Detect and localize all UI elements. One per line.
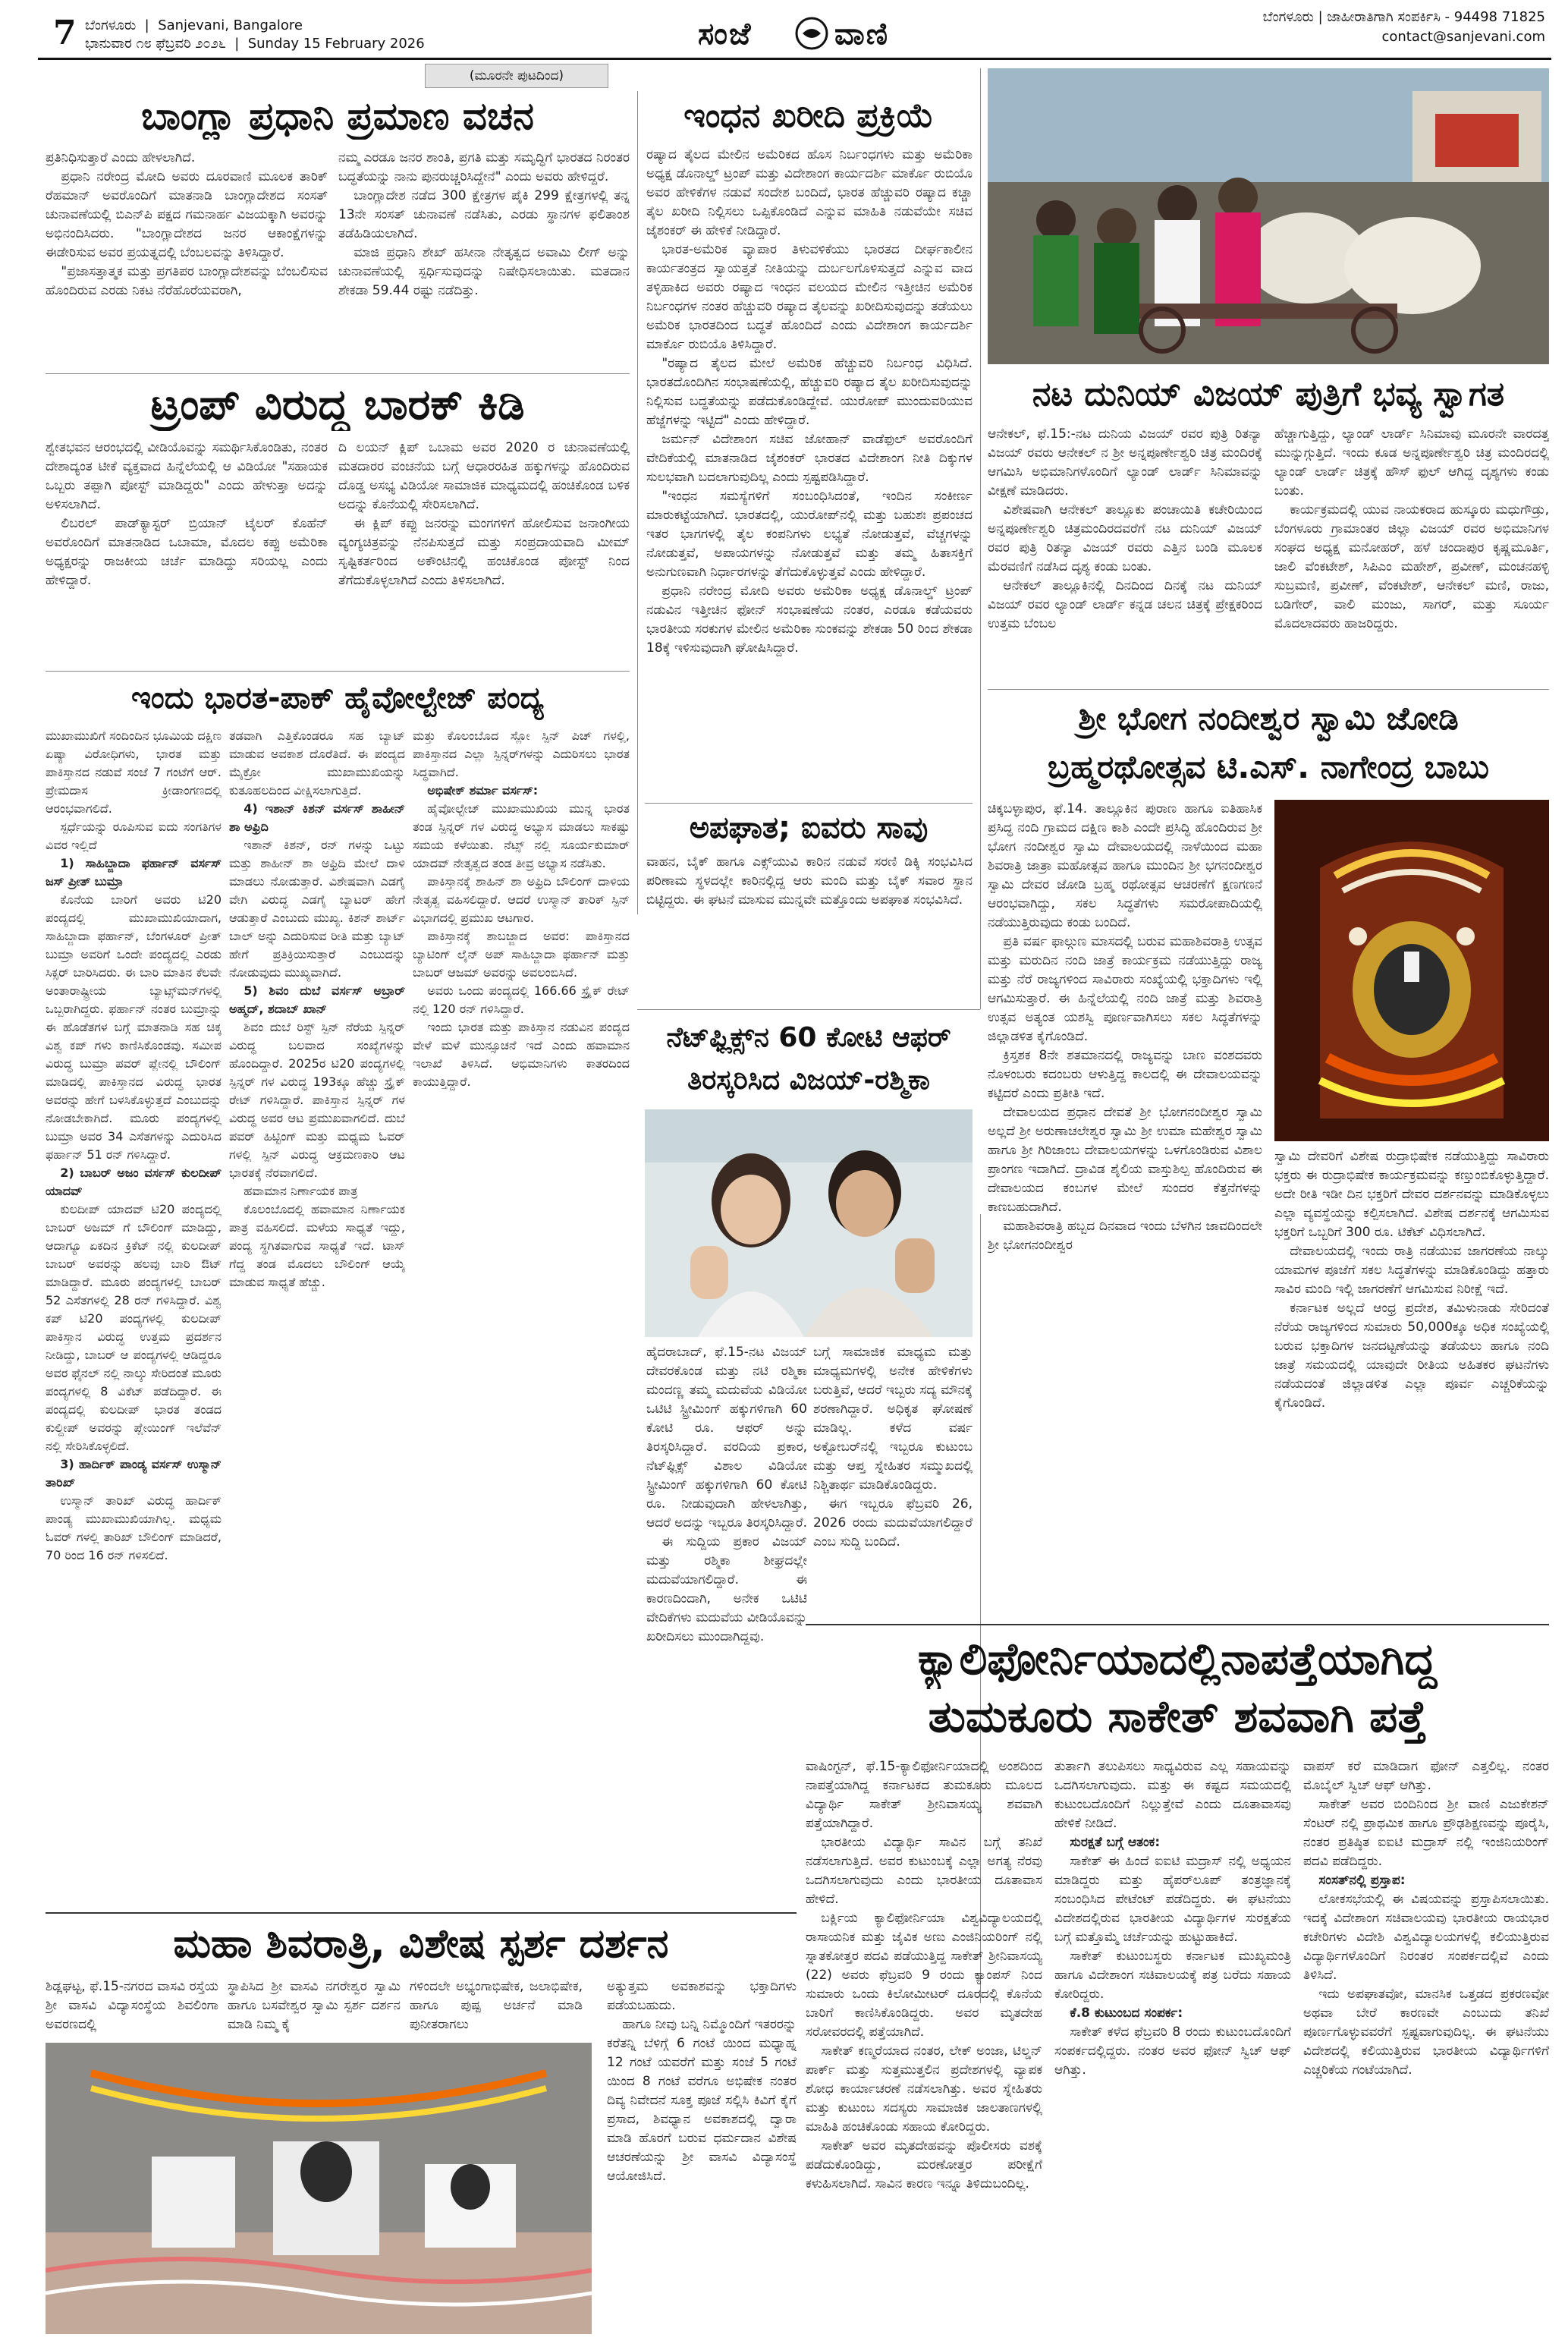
header-city: ಬೆಂಗಳೂರು bbox=[85, 17, 137, 33]
paragraph: ಮಹಾಶಿವರಾತ್ರಿ ಹಬ್ಬದ ದಿನವಾದ ಇಂದು ಬೆಳಗಿನ ಜಾವದಿಂದಲೇ ಶ್ರೀ ಭೋಗನಂದೀಶ್ವರ bbox=[988, 1219, 1262, 1253]
header-right bbox=[1263, 8, 1545, 47]
shivaratri-col4 bbox=[607, 1977, 797, 2334]
paragraph: ಬಾಂಗ್ಲಾದೇಶ ನಡೆದ 300 ಕ್ಷೇತ್ರಗಳ ಪೈಕಿ 299 ಕ್ಷೇತ್ರಗಳಲ್ಲಿ ತನ್ನ 13ನೇ ಸಂಸತ್ ಚುನಾವಣೆ ನಡೆಸಿತು, ಎರಡು ಸ್ಥಾನಗಳ ಫಲಿತಾಂಶ ತಡೆಹಿಡಿಯಲಾಗಿದೆ. bbox=[338, 188, 630, 241]
trump-col2 bbox=[338, 439, 630, 666]
paragraph: "ಪ್ರಜಾಸತ್ತಾತ್ಮಕ ಮತ್ತು ಪ್ರಗತಿಪರ ಬಾಂಗ್ಲಾದೇಶವನ್ನು ಬೆಂಬಲಿಸುವ ಹೊಂದಿರುವ ಎರಡು ನಿಕಟ ನೆರೆಹೊರೆಯವರಾಗಿ, bbox=[46, 264, 328, 298]
paragraph: ತುರ್ತಾಗಿ ತಲುಪಿಸಲು ಸಾಧ್ಯವಿರುವ ಎಲ್ಲ ಸಹಾಯವನ್ನು ಒದಗಿಸಲಾಗುವುದು. ಮತ್ತು ಈ ಕಷ್ಟದ ಸಮಯದಲ್ಲಿ ಕುಟುಂಬದೊಂದಿಗೆ ನಿಲ್ಲುತ್ತೇವೆ ಎಂದು ದೂತಾವಾಸವು ಹೇಳಿಕೆ ನೀಡಿದೆ. bbox=[1054, 1759, 1291, 1831]
paragraph: ಸಾಕೇತ್ ಈ ಹಿಂದೆ ಐಐಟಿ ಮದ್ರಾಸ್ ನಲ್ಲಿ ಅಧ್ಯಯನ ಮಾಡಿದ್ದರು ಮತ್ತು ಹೈಪರ್‌ಲೂಪ್ ತಂತ್ರಜ್ಞಾನಕ್ಕೆ ಸಂಬಂಧಿಸಿದ ಪೇಟೆಂಟ್ ಪಡೆದಿದ್ದರು. ಈ ಘಟನೆಯು ವಿದೇಶದಲ್ಲಿರುವ ಭಾರತೀಯ ವಿದ್ಯಾರ್ಥಿಗಳ ಸುರಕ್ಷತೆಯ ಬಗ್ಗೆ ಮತ್ತೊಮ್ಮೆ ಚರ್ಚೆಯನ್ನು ಹುಟ್ಟುಹಾಕಿದೆ. bbox=[1054, 1854, 1291, 1945]
paragraph: ಈಗ ಇಬ್ಬರೂ ಫೆಬ್ರವರಿ 26, 2026 ರಂದು ಮದುವೆಯಾಗಲಿದ್ದಾರೆ ಎಂಬ ಸುದ್ದಿ ಬಂದಿದೆ. bbox=[813, 1496, 973, 1549]
indopak-col2 bbox=[229, 727, 405, 1903]
svg-text:ಸಂಜೆ: ಸಂಜೆ bbox=[698, 17, 753, 52]
paragraph: ದೇವಾಲಯದ ಪ್ರಧಾನ ದೇವತೆ ಶ್ರೀ ಭೋಗನಂದೀಶ್ವರ ಸ್ವಾಮಿ ಅಲ್ಲದೆ ಶ್ರೀ ಅರುಣಾಚಲೇಶ್ವರ ಸ್ವಾಮಿ ಶ್ರೀ ಉಮಾ ಮಹೇಶ್ವರ ಸ್ವಾಮಿ ಹಾಗೂ ಶ್ರೀ ಗಿರಿಜಾಂಬ ದೇವಾಲಯಗಳನ್ನು ಒಳಗೊಂಡಿರುವ ವಿಶಾಲ ಪ್ರಾಂಗಣ ಇದಾಗಿದೆ. ದ್ರಾವಿಡ ಶೈಲಿಯ ವಾಸ್ತುಶಿಲ್ಪ ಹೊಂದಿರುವ ಈ ದೇವಾಲಯದ ಕಂಬಗಳ ಮೇಲೆ ಸುಂದರ ಕೆತ್ತನೆಗಳನ್ನು ಕಾಣಬಹುದಾಗಿದೆ. bbox=[988, 1105, 1262, 1215]
article-rule bbox=[988, 689, 1549, 690]
nandi-headline-line2: ಬ್ರಹ್ಮರಥೋತ್ಸವ ಟಿ.ಎಸ್. ನಾಗೇಂದ್ರ ಬಾಬು bbox=[1048, 748, 1489, 785]
paragraph: ವಾಷಿಂಗ್ಟನ್, ಫೆ.15-ಕ್ಯಾಲಿಫೋರ್ನಿಯಾದಲ್ಲಿ ಅಂಶದಿಂದ ನಾಪತ್ತೆಯಾಗಿದ್ದ ಕರ್ನಾಟಕದ ತುಮಕೂರು ಮೂಲದ ವಿದ್ಯಾರ್ಥಿ ಸಾಕೇತ್ ಶ್ರೀನಿವಾಸಯ್ಯ ಶವವಾಗಿ ಪತ್ತೆಯಾಗಿದ್ದಾರೆ. bbox=[806, 1759, 1042, 1831]
indopak-col1 bbox=[46, 727, 222, 1903]
paragraph: ಪ್ರತಿನಿಧಿಸುತ್ತಾರೆ ಎಂದು ಹೇಳಲಾಗಿದೆ. bbox=[46, 150, 196, 165]
paragraph: ತಡವಾಗಿ ಎತ್ತಿಕೊಂಡರೂ ಸಹ ಬ್ಯಾಟ್ ಮಾಡುವ ಅವಕಾಶ ದೊರೆತಿದೆ. ಈ ಪಂದ್ಯದ ಮೈಕ್ರೋ ಮುಖಾಮುಖಿಯನ್ನು ಕುತೂಹಲದಿಂದ ವೀಕ್ಷಿಸಲಾಗುತ್ತಿದೆ. bbox=[229, 728, 405, 798]
paragraph: ಶ್ವೇತಭವನ ಆರಂಭದಲ್ಲಿ ವೀಡಿಯೊವನ್ನು ಸಮರ್ಥಿಸಿಕೊಂಡಿತು, ನಂತರ ದೇಶಾದ್ಯಂತ ಟೀಕೆ ವ್ಯಕ್ತವಾದ ಹಿನ್ನೆಲೆಯಲ್ಲಿ ಆ ವಿಡಿಯೋ "ಸಹಾಯಕ ಒಬ್ಬರು ತಪ್ಪಾಗಿ ಪೋಸ್ಟ್ ಮಾಡಿದ್ದರು" ಎಂದು ಹೇಳುತ್ತಾ ಅದನ್ನು ಅಳಿಸಲಾಗಿದೆ. bbox=[46, 440, 328, 512]
paragraph: ಸಾಕೇತ್ ಕಳೆದ ಫೆಬ್ರವರಿ 8 ರಂದು ಕುಟುಂಬದೊಂದಿಗೆ ಸಂಪರ್ಕದಲ್ಲಿದ್ದರು. ನಂತರ ಅವರ ಫೋನ್ ಸ್ವಿಚ್ ಆಫ್ ಆಗಿತ್ತು. bbox=[1054, 2025, 1291, 2078]
actor-headline: ನಟ ದುನಿಯ್ ವಿಜಯ್ ಪುತ್ರಿಗೆ ಭವ್ಯ ಸ್ವಾಗತ bbox=[1032, 375, 1505, 414]
bangla-col2 bbox=[338, 149, 630, 369]
couple-photo bbox=[645, 1109, 973, 1337]
paragraph: ದೇವಾಲಯದಲ್ಲಿ ಇಂದು ರಾತ್ರಿ ನಡೆಯುವ ಜಾಗರಣೆಯ ನಾಲ್ಕು ಯಾಮಗಳ ಪೂಜೆಗೆ ಸಕಲ ಸಿದ್ಧತೆಗಳನ್ನು ಮಾಡಿಕೊಂಡಿದ್ದು ಹತ್ತಾರು ಸಾವಿರ ಮಂದಿ ಇಲ್ಲಿ ಜಾಗರಣೆಗೆ ಆಗಮಿಸುವ ನಿರೀಕ್ಷೆ ಇದೆ. bbox=[1274, 1244, 1549, 1297]
column-rule bbox=[637, 91, 638, 914]
paragraph: ಸಾಕೇತ್ ಅವರ ಬಿಂದಿನಿಂದ ಶ್ರೀ ವಾಣಿ ಎಜುಕೇಶನ್ ಸೆಂಟರ್ ನಲ್ಲಿ ಪ್ರಾಥಮಿಕ ಹಾಗೂ ಪ್ರೌಢಶಿಕ್ಷಣವನ್ನು ಪೂರೈಸಿ, ನಂತರ ಪ್ರತಿಷ್ಠಿತ ಐಐಟಿ ಮದ್ರಾಸ್ ನಲ್ಲಿ ಇಂಜಿನಿಯರಿಂಗ್ ಪದವಿ ಪಡೆದಿದ್ದರು. bbox=[1303, 1797, 1549, 1869]
paragraph: ಕೊಲಂಬೊದಲ್ಲಿ ಹವಾಮಾನ ನಿರ್ಣಾಯಕ ಪಾತ್ರ ವಹಿಸಲಿದೆ. ಮಳೆಯ ಸಾಧ್ಯತೆ ಇದ್ದು, ಪಂದ್ಯ ಸ್ಥಗಿತವಾಗುವ ಸಾಧ್ಯತೆ ಇದೆ. ಟಾಸ್ ಗೆದ್ದ ತಂಡ ಮೊದಲು ಬೌಲಿಂಗ್ ಆಯ್ಕೆ ಮಾಡುವ ಸಾಧ್ಯತೆ ಹೆಚ್ಚು. bbox=[229, 1202, 405, 1289]
paragraph: ದಿ ಲಯನ್ ಕ್ಲಿಪ್ ಒಬಾಮ ಅವರ 2020 ರ ಚುನಾವಣೆಯಲ್ಲಿ ಮತದಾರರ ವಂಚನೆಯ ಬಗ್ಗೆ ಆಧಾರರಹಿತ ಹಕ್ಕುಗಳನ್ನು ಹೊಂದಿರುವ ದೊಡ್ಡ ಅಸಭ್ಯ ವಿಡಿಯೋ ಸಾಮಾಜಿಕ ಮಾಧ್ಯಮದಲ್ಲಿ ಹಂಚಿಕೊಂಡ ಬಳಿಕ ಅದನ್ನು ಕೊನೆಯಲ್ಲಿ ಸೇರಿಸಲಾಗಿದೆ. bbox=[338, 440, 630, 512]
actor-col2 bbox=[1274, 425, 1549, 653]
svg-text:ವಾಣಿ: ವಾಣಿ bbox=[834, 17, 890, 52]
paragraph: ವಾಪಸ್ ಕರೆ ಮಾಡಿದಾಗ ಫೋನ್ ಎತ್ತಲಿಲ್ಲ. ನಂತರ ಮೊಬೈಲ್ ಸ್ವಿಚ್ ಆಫ್ ಆಗಿತ್ತು. bbox=[1303, 1759, 1549, 1793]
deity-photo bbox=[1274, 800, 1549, 1141]
procession-photo-art bbox=[988, 68, 1549, 364]
netflix-headline-line1: ನೆಟ್‌ಫ್ಲಿಕ್ಸ್‌ನ 60 ಕೋಟಿ ಆಫರ್ bbox=[666, 1022, 951, 1053]
article-rule bbox=[46, 671, 630, 672]
paragraph: ವಿಶೇಷವಾಗಿ ಆನೇಕಲ್ ತಾಲ್ಲೂಕು ಪಂಚಾಯಿತಿ ಕಚೇರಿಯಿಂದ ಅನ್ನಪೂರ್ಣೇಶ್ವರಿ ಚಿತ್ರಮಂದಿರದವರೆಗೆ ನಟ ದುನಿಯ್ ವಿಜಯ್ ರವರ ಪುತ್ರಿ ರಿತನ್ಯಾ ವಿಜಯ್ ರವರು ಎತ್ತಿನ ಬಂಡಿ ಮೂಲಕ ಮೆರವಣಿಗೆ ನಡೆಸಿದ ದೃಶ್ಯ ಕಂಡು ಬಂತು. bbox=[988, 502, 1262, 574]
paragraph: ಮಾಜಿ ಪ್ರಧಾನಿ ಶೇಖ್ ಹಸೀನಾ ನೇತೃತ್ವದ ಅವಾಮಿ ಲೀಗ್ ಅನ್ನು ಚುನಾವಣೆಯಲ್ಲಿ ಸ್ಪರ್ಧಿಸುವುದನ್ನು ನಿಷೇಧಿಸಲಾಯಿತು. ಮತದಾನ ಶೇಕಡಾ 59.44 ರಷ್ಟು ನಡೆದಿತ್ತು. bbox=[338, 245, 630, 298]
shivaratri-col2: ಸ್ಥಾಪಿಸಿದ ಶ್ರೀ ವಾಸವಿ ನಗರೇಶ್ವರ ಸ್ವಾಮಿ ಹಾಗೂ ಬಸವೇಶ್ವರ ಸ್ವಾಮಿ ಸ್ಪರ್ಶ ದರ್ಶನ ಮಾಡಿ ನಿಮ್ಮ ಕೈ bbox=[228, 1979, 401, 2032]
paragraph: ಈ ಕ್ಲಿಪ್ ಕಪ್ಪು ಜನರನ್ನು ಮಂಗಗಳಿಗೆ ಹೋಲಿಸುವ ಜನಾಂಗೀಯ ವ್ಯಂಗ್ಯಚಿತ್ರವನ್ನು ನೆನಪಿಸುತ್ತದೆ ಮತ್ತು ಸಂಪ್ರದಾಯವಾದಿ ಮೀಮ್ ಸೃಷ್ಟಿಕರ್ತರಿಂದ ಅಕೌಂಟಿನಲ್ಲಿ ಹಂಚಿಕೊಂಡ ಪೋಸ್ಟ್ ನಿಂದ ತೆಗೆದುಕೊಳ್ಳಲಾಗಿದೆ ಎಂದು ತಿಳಿಸಲಾಗಿದೆ. bbox=[338, 516, 630, 588]
bangla-col1 bbox=[46, 149, 328, 369]
california-col2 bbox=[1054, 1757, 1291, 2334]
paragraph: "ಇಂಧನ ಸಮಸ್ಯೆಗಳಿಗೆ ಸಂಬಂಧಿಸಿದಂತೆ, ಇಂದಿನ ಸಂಕೀರ್ಣ ಮಾರುಕಟ್ಟೆಯಾಗಿದೆ. ಭಾರತದಲ್ಲಿ, ಯುರೋಪ್‌ನಲ್ಲಿ ಮತ್ತು ಬಹುಶಃ ಪ್ರಪಂಚದ ಇತರ ಭಾಗಗಳಲ್ಲಿ ತೈಲ ಕಂಪನಿಗಳು ಲಭ್ಯತೆ ನೋಡುತ್ತವೆ, ವೆಚ್ಚಗಳನ್ನು ನೋಡುತ್ತವೆ, ಅಪಾಯಗಳನ್ನು ನೋಡುತ್ತವೆ ಮತ್ತು ತಮ್ಮ ಹಿತಾಸಕ್ತಿಗೆ ಅನುಗುಣವಾಗಿ ನಿರ್ಧಾರಗಳನ್ನು ತೆಗೆದುಕೊಳ್ಳುತ್ತವೆ ಎಂದು ಹೇಳಿದ್ದಾರೆ. bbox=[646, 489, 973, 580]
continued-label: (ಮೂರನೇ ಪುಟದಿಂದ) bbox=[425, 64, 608, 88]
paragraph: ಆನೇಕಲ್ ತಾಲ್ಲೂಕಿನಲ್ಲಿ ದಿನದಿಂದ ದಿನಕ್ಕೆ ನಟ ದುನಿಯ್ ವಿಜಯ್ ರವರ ಲ್ಯಾಂಡ್ ಲಾರ್ಡ್ ಕನ್ನಡ ಚಲನ ಚಿತ್ರಕ್ಕೆ ಪ್ರೇಕ್ಷಕರಿಂದ ಉತ್ತಮ ಬೆಂಬಲ bbox=[988, 578, 1262, 631]
accident-headline: ಅಪಘಾತ; ಐವರು ಸಾವು bbox=[689, 810, 929, 845]
paragraph: ಪ್ರತಿ ವರ್ಷ ಫಾಲ್ಗುಣ ಮಾಸದಲ್ಲಿ ಬರುವ ಮಹಾಶಿವರಾತ್ರಿ ಉತ್ಸವ ಮತ್ತು ಮರುದಿನ ನಂದಿ ಜಾತ್ರೆ ಕಾರ್ಯಕ್ರಮ ನಡೆಯುತ್ತಿದ್ದು ರಾಜ್ಯ ಮತ್ತು ನೆರೆ ರಾಜ್ಯಗಳಿಂದ ಸಾವಿರಾರು ಸಂಖ್ಯೆಯಲ್ಲಿ ಭಕ್ತಾದಿಗಳು ಇಲ್ಲಿ ಆಗಮಿಸುತ್ತಾರೆ. ಈ ಹಿನ್ನೆಲೆಯಲ್ಲಿ ನಂದಿ ಜಾತ್ರೆ ಮತ್ತು ಶಿವರಾತ್ರಿ ಉತ್ಸವ ಅತ್ಯಂತ ಯಶಸ್ವಿ ಪೂರ್ಣವಾಗಿಸಲು ಸಕಲ ಸಿದ್ಧತೆಗಳನ್ನು ಜಿಲ್ಲಾಡಳಿತ ಕೈಗೊಂಡಿದೆ. bbox=[988, 934, 1262, 1044]
paragraph: ಪ್ರಧಾನಿ ನರೇಂದ್ರ ಮೋದಿ ಅವರು ದೂರವಾಣಿ ಮೂಲಕ ತಾರಿಕ್ ರೆಹಮಾನ್ ಅವರೊಂದಿಗೆ ಮಾತನಾಡಿ ಬಾಂಗ್ಲಾದೇಶದ ಸಂಸತ್ ಚುನಾವಣೆಯಲ್ಲಿ ಬಿಎನ್‌ಪಿ ಪಕ್ಷದ ಗಮನಾರ್ಹ ವಿಜಯಕ್ಕಾಗಿ ಅವರನ್ನು ಅಭಿನಂದಿಸಿದರು. "ಬಾಂಗ್ಲಾದೇಶದ ಜನರ ಆಕಾಂಕ್ಷೆಗಳನ್ನು ಈಡೇರಿಸುವ ಅವರ ಪ್ರಯತ್ನದಲ್ಲಿ ಬೆಂಬಲವನ್ನು ತಿಳಿಸಿದ್ದಾರೆ. bbox=[46, 169, 328, 260]
paragraph: ಹೈವೋಲ್ಟೇಜ್ ಮುಖಾಮುಖಿಯ ಮುನ್ನ ಭಾರತ ತಂಡ ಸ್ಪಿನ್ನರ್ ಗಳ ವಿರುದ್ಧ ಅಭ್ಯಾಸ ಮಾಡಲು ಸಾಕಷ್ಟು ಸಮಯ ಕಳೆಯಿತು. ನೆಟ್ಸ್ ನಲ್ಲಿ ಸೂರ್ಯಕುಮಾರ್ ಯಾದವ್ ನೇತೃತ್ವದ ತಂಡ ತೀವ್ರ ಅಭ್ಯಾಸ ನಡೆಸಿತು. bbox=[413, 801, 630, 870]
paragraph: ಕಾರ್ಯಕ್ರಮದಲ್ಲಿ ಯುವ ನಾಯಕರಾದ ಹುಸ್ಕೂರು ಮಧುಗೌಡ್ರು, ಬೆಂಗಳೂರು ಗ್ರಾಮಾಂತರ ಜಿಲ್ಲಾ ವಿಜಯ್ ರವರ ಅಭಿಮಾನಿಗಳ ಸಂಘದ ಅಧ್ಯಕ್ಷ ಮನೋಹರ್, ಹಳೆ ಚಂದಾಪುರ ಕೃಷ್ಣಮೂರ್ತಿ, ಜಾಲಿ ವೆಂಕಟೇಶ್, ಸಿಪಿಎಂ ಮಹೇಶ್, ಪ್ರವೀಣ್, ಮಂಚನಹಳ್ಳಿ ಸುಬ್ರಮಣಿ, ಪ್ರವೀಣ್, ವೆಂಕಟೇಶ್, ಆನೇಕಲ್ ಮಣಿ, ರಾಜು, ಬಡಿಗೇರ್, ವಾಲಿ ಮಂಜು, ಸಾಗರ್, ಮತ್ತು ಸೂರ್ಯ ಮೊದಲಾದವರು ಹಾಜರಿದ್ದರು. bbox=[1274, 502, 1549, 631]
paragraph: ಇಂದು ಭಾರತ ಮತ್ತು ಪಾಕಿಸ್ತಾನ ನಡುವಿನ ಪಂದ್ಯದ ವೇಳೆ ಮಳೆ ಮುನ್ಸೂಚನೆ ಇದೆ ಎಂದು ಹವಾಮಾನ ಇಲಾಖೆ ತಿಳಿಸಿದೆ. ಅಭಿಮಾನಿಗಳು ಕಾತರದಿಂದ ಕಾಯುತ್ತಿದ್ದಾರೆ. bbox=[413, 1020, 630, 1089]
paragraph: ಕ್ರಿಸ್ತಶಕ 8ನೇ ಶತಮಾನದಲ್ಲಿ ರಾಜ್ಯವನ್ನು ಬಾಣ ವಂಶದವರು ನೊಳಂಬರು ಕದಂಬರು ಆಳುತ್ತಿದ್ದ ಕಾಲದಲ್ಲಿ ಈ ದೇವಾಲಯವನ್ನು ಕಟ್ಟಿದರೆ ಎಂದು ಪ್ರತೀತಿ ಇದೆ. bbox=[988, 1048, 1262, 1101]
paragraph: ಪಾಕಿಸ್ತಾನಕ್ಕೆ ಶಾಹಿನ್ ಶಾ ಅಫ್ರಿದಿ ಬೌಲಿಂಗ್ ದಾಳಿಯ ನೇತೃತ್ವ ವಹಿಸಲಿದ್ದಾರೆ. ಆದರೆ ಉಸ್ಮಾನ್ ತಾರಿಕ್ ಸ್ಪಿನ್ ವಿಭಾಗದಲ್ಲಿ ಪ್ರಮುಖ ಆಟಗಾರ. bbox=[413, 874, 630, 925]
paragraph: ಅತ್ಯುತ್ತಮ ಅವಕಾಶವನ್ನು ಭಕ್ತಾದಿಗಳು ಪಡೆಯಬಹುದು. bbox=[607, 1979, 797, 2013]
paragraph: ಅಭಿಷೇಕ್ ಶರ್ಮಾ ವರ್ಸಸ್: bbox=[427, 783, 539, 798]
actor-col1 bbox=[988, 425, 1262, 653]
article-rule bbox=[637, 1009, 980, 1010]
deity-photo-art bbox=[1274, 800, 1549, 1141]
california-col1 bbox=[806, 1757, 1042, 2334]
paragraph: ಪಾಕಿಸ್ತಾನಕ್ಕೆ ಶಾಬಜ್ಜಾದ ಅವರ: ಪಾಕಿಸ್ತಾನದ ಬ್ಯಾಟಿಂಗ್ ಲೈನ್ ಅಪ್ ಸಾಹಿಬ್ಜಾದಾ ಫರ್ಹಾನ್ ಮತ್ತು ಬಾಬರ್ ಆಜಮ್ ಅವರನ್ನು ಅವಲಂಬಿಸಿದೆ. bbox=[413, 929, 630, 980]
article-rule bbox=[46, 1912, 797, 1914]
paragraph: ಕೊನೆಯ ಬಾರಿಗೆ ಅವರು ಟಿ20 ಪಂದ್ಯದಲ್ಲಿ ಮುಖಾಮುಖಿಯಾದಾಗ, ಸಾಹಿಬ್ಜಾದಾ ಫರ್ಹಾನ್, ಬೆಂಗಳೂರ್ ಪ್ರೀತ್ ಬುಮ್ರಾ ಅವರಿಗೆ ಒಂದೇ ಪಂದ್ಯದಲ್ಲಿ ಎರಡು ಸಿಕ್ಸರ್ ಬಾರಿಸಿದರು. ಈ ಬಾರಿ ಮಾತಿನ ಕೆಲವೇ ಅಂತಾರಾಷ್ಟ್ರೀಯ ಬ್ಯಾಟ್ಸ್‌ಮನ್‌ಗಳಲ್ಲಿ ಒಬ್ಬರಾಗಿದ್ದರು. ಫರ್ಹಾನ್ ನಂತರ ಬುಮ್ರಾನ್ನು ಈ ಹೊಡೆತಗಳ ಬಗ್ಗೆ ಮಾತನಾಡಿ ಸಹ ಚಿಕ್ಕ ವಿಶ್ವ ಕಪ್ ಗಳು ಕಾಣಿಸಿಕೊಂಡವು. ಸಮೀಪ ವಿರುದ್ಧ ಬುಮ್ರಾ ಪವರ್ ಪ್ಲೇನಲ್ಲಿ ಬೌಲಿಂಗ್ ಮಾಡಿದಲ್ಲಿ ಪಾಕಿಸ್ತಾನದ ವಿರುದ್ಧ ಭಾರತ ಅವರನ್ನು ಹೇಗೆ ಬಳಸಿಕೊಳ್ಳುತ್ತದೆ ಎಂಬುದನ್ನು ನೋಡಬೇಕಾಗಿದೆ. ಮೂರು ಪಂದ್ಯಗಳಲ್ಲಿ ಬುಮ್ರಾ ಅವರ 34 ಎಸೆತಗಳನ್ನು ಎದುರಿಸಿದ ಫರ್ಹಾನ್ 51 ರನ್ ಗಳಿಸಿದ್ದಾರೆ. bbox=[46, 892, 222, 1162]
masthead-logo bbox=[683, 11, 941, 53]
california-col3 bbox=[1303, 1757, 1549, 2334]
header-date-en: Sunday 15 February 2026 bbox=[247, 36, 425, 52]
paragraph: ಆನೇಕಲ್, ಫೆ.15:-ನಟ ದುನಿಯ ವಿಜಯ್ ರವರ ಪುತ್ರಿ ರಿತನ್ಯಾ ವಿಜಯ್ ರವರು ಆನೇಕಲ್ ನ ಶ್ರೀ ಅನ್ನಪೂರ್ಣೇಶ್ವರಿ ಚಿತ್ರ ಮಂದಿರಕ್ಕೆ ಆಗಮಿಸಿ ಅಭಿಮಾನಿಗಳೊಂದಿಗೆ ಲ್ಯಾಂಡ್ ಲಾರ್ಡ್ ಸಿನಿಮಾವನ್ನು ವೀಕ್ಷಣೆ ಮಾಡಿದರು. bbox=[988, 426, 1262, 499]
fuel-body bbox=[646, 146, 973, 798]
shivaratri-col3: ಗಳಿಂದಲೇ ಅಭ್ಯಂಗಾಭಿಷೇಕ, ಜಲಾಭಿಷೇಕ, ಹಾಗೂ ಪುಷ್ಪ ಅರ್ಚನೆ ಮಾಡಿ ಪುನೀತರಾಗಲು bbox=[410, 1979, 583, 2032]
header-left: ಬೆಂಗಳೂರು | Sanjevani, Bangalore ಭಾನುವಾರ ೧೮ ಫೆಬ್ರವರಿ ೨೦೨೬ | Sunday 15 February 2026 bbox=[85, 17, 425, 52]
trump-col1 bbox=[46, 439, 328, 666]
paragraph: ಕೆ.8 ಕುಟುಂಬದ ಸಂಪರ್ಕ: bbox=[1070, 2006, 1183, 2021]
paragraph: ಹೈದರಾಬಾದ್, ಫೆ.15-ನಟ ವಿಜಯ್ ದೇವರಕೊಂಡ ಮತ್ತು ನಟಿ ರಶ್ಮಿಕಾ ಮಂದಣ್ಣ ತಮ್ಮ ಮದುವೆಯ ವಿಡಿಯೋ ಒಟಿಟಿ ಸ್ಟ್ರೀಮಿಂಗ್ ಹಕ್ಕುಗಳಿಗಾಗಿ 60 ಕೋಟಿ ರೂ. ಆಫರ್ ಅನ್ನು ತಿರಸ್ಕರಿಸಿದ್ದಾರೆ. ವರದಿಯ ಪ್ರಕಾರ, ನೆಟ್‌ಫ್ಲಿಕ್ಸ್ ವಿಶಾಲ ವಿಡಿಯೋ ಸ್ಟ್ರೀಮಿಂಗ್ ಹಕ್ಕುಗಳಿಗಾಗಿ 60 ಕೋಟಿ ರೂ. ನೀಡುವುದಾಗಿ ಹೇಳಲಾಗಿತ್ತು, ಆದರೆ ಅದನ್ನು ಇಬ್ಬರೂ ತಿರಸ್ಕರಿಸಿದ್ದಾರೆ. bbox=[646, 1345, 807, 1531]
paragraph: 5) ಶಿವಂ ದುಬೆ ವರ್ಸಸ್ ಅಬ್ರಾರ್ ಅಹ್ಮದ್, ಶದಾಬ್ ಖಾನ್ bbox=[229, 983, 405, 1016]
page-number: 7 bbox=[53, 14, 77, 52]
paragraph: ಕುಲದೀಪ್ ಯಾದವ್ ಟಿ20 ಪಂದ್ಯದಲ್ಲಿ ಬಾಬರ್ ಅಜಮ್ ಗೆ ಬೌಲಿಂಗ್ ಮಾಡಿದ್ದು, ಆದಾಗ್ಯೂ ಏಕದಿನ ಕ್ರಿಕೆಟ್ ನಲ್ಲಿ ಕುಲದೀಪ್ ಬಾಬರ್ ಅವರನ್ನು ಹಲವು ಬಾರಿ ಔಟ್ ಮಾಡಿದ್ದಾರೆ. ಮೂರು ಪಂದ್ಯಗಳಲ್ಲಿ ಬಾಬರ್ 52 ಎಸೆತಗಳಲ್ಲಿ 28 ರನ್ ಗಳಿಸಿದ್ದಾರೆ. ವಿಶ್ವ ಕಪ್ ಟಿ20 ಪಂದ್ಯಗಳಲ್ಲಿ ಕುಲದೀಪ್ ಪಾಕಿಸ್ತಾನ ವಿರುದ್ಧ ಉತ್ತಮ ಪ್ರದರ್ಶನ ನೀಡಿದ್ದು, ಬಾಬರ್ ಆ ಪಂದ್ಯಗಳಲ್ಲಿ ಆಡಿದ್ದರೂ ಅವರ ಫೈನಲ್ ನಲ್ಲಿ ನಾಲ್ಕು ಸೇರಿದಂತೆ ಮೂರು ಪಂದ್ಯಗಳಲ್ಲಿ 8 ವಿಕೆಟ್ ಪಡೆದಿದ್ದಾರೆ. ಈ ಪಂದ್ಯದಲ್ಲಿ ಕುಲದೀಪ್ ಭಾರತ ತಂಡದ ಕುಲ್ದೀಪ್ ಅವರನ್ನು ಪ್ಲೇಯಿಂಗ್ ಇಲೆವೆನ್ ನಲ್ಲಿ ಸೇರಿಸಿಕೊಳ್ಳಲಿದೆ. bbox=[46, 1202, 222, 1453]
paragraph: ರಷ್ಯಾದ ತೈಲದ ಮೇಲಿನ ಅಮೆರಿಕದ ಹೊಸ ನಿರ್ಬಂಧಗಳು ಮತ್ತು ಅಮೆರಿಕಾ ಅಧ್ಯಕ್ಷ ಡೊನಾಲ್ಡ್ ಟ್ರಂಪ್ ಮತ್ತು ವಿದೇಶಾಂಗ ಕಾರ್ಯದರ್ಶಿ ಮಾರ್ಕೊ ರುಬಿಯೊ ಅವರ ಹೇಳಿಕೆಗಳ ನಡುವೆ ಸಂದೇಶ ಬಂದಿದೆ, ಭಾರತ ಹೆಚ್ಚುವರಿ ರಷ್ಯಾದ ಕಚ್ಚಾ ತೈಲ ಖರೀದಿ ನಿಲ್ಲಿಸಲು ಒಪ್ಪಿಕೊಂಡಿದೆ ಎನ್ನುವ ಮಾಹಿತಿ ನಡುವೆಯೇ ಸಚಿವ ಜೈಶಂಕರ್ ಈ ಹೇಳಿಕೆ ನೀಡಿದ್ದಾರೆ. bbox=[646, 147, 973, 238]
paragraph: 1) ಸಾಹಿಬ್ಜಾದಾ ಫರ್ಹಾನ್ ವರ್ಸಸ್ ಜಸ್ ಪ್ರೀತ್ ಬುಮ್ರಾ bbox=[46, 856, 222, 889]
linga-photo-art bbox=[46, 2043, 592, 2334]
paragraph: ಹಾಗೂ ನೀವು ಬನ್ನಿ ನಿಮ್ಮೊಂದಿಗೆ ಇತರರನ್ನು ಕರೆತನ್ನಿ ಬೆಳಿಗ್ಗೆ 6 ಗಂಟೆ ಯಿಂದ ಮಧ್ಯಾಹ್ನ 12 ಗಂಟೆ ಯವರೆಗೆ ಮತ್ತು ಸಂಜೆ 5 ಗಂಟೆ ಯಿಂದ 8 ಗಂಟೆ ವರೆಗೂ ಅಭಿಷೇಕ ನಂತರ ದಿವ್ಯ ನಿವೇದನೆ ಸೂಕ್ತ ಪೂಜೆ ಸಲ್ಲಿಸಿ ಕಿವಿಗೆ ಕೈಗೆ ಪ್ರಸಾದ, ಶಿವಧ್ಯಾನ ಅವಕಾಶದಲ್ಲಿ ದ್ವಾರಾ ಮಾಡಿ ಹೊರಗೆ ಬರುವ ಧರ್ಮದಾನ ವಿಶೇಷ ಆಚರಣೆಯನ್ನು ಶ್ರೀ ವಾಸವಿ ವಿದ್ಯಾಸಂಸ್ಥೆ ಆಯೋಜಿಸಿದೆ. bbox=[607, 2017, 797, 2184]
netflix-headline-line2: ತಿರಸ್ಕರಿಸಿದ ವಿಜಯ್-ರಶ್ಮಿಕಾ bbox=[687, 1065, 930, 1096]
paragraph: ಲೋಕಸಭೆಯಲ್ಲಿ ಈ ವಿಷಯವನ್ನು ಪ್ರಸ್ತಾಪಿಸಲಾಯಿತು. ಇದಕ್ಕೆ ವಿದೇಶಾಂಗ ಸಚಿವಾಲಯವು ಭಾರತೀಯ ರಾಯಭಾರ ಕಚೇರಿಗಳು ವಿದೇಶಿ ವಿಶ್ವವಿದ್ಯಾಲಯಗಳಲ್ಲಿ ಕಲಿಯುತ್ತಿರುವ ವಿದ್ಯಾರ್ಥಿಗಳೊಂದಿಗೆ ನಿರಂತರ ಸಂಪರ್ಕದಲ್ಲಿವೆ ಎಂದು ತಿಳಿಸಿದೆ. bbox=[1303, 1892, 1549, 1983]
masthead-logo-art bbox=[683, 11, 941, 53]
header-email[interactable]: contact@sanjevani.com bbox=[1381, 29, 1545, 45]
paragraph: ಕರ್ನಾಟಕ ಅಲ್ಲದೆ ಆಂಧ್ರ ಪ್ರದೇಶ, ತಮಿಳುನಾಡು ಸೇರಿದಂತೆ ನೆರೆಯ ರಾಜ್ಯಗಳಿಂದ ಸುಮಾರು 50,000ಕ್ಕೂ ಅಧಿಕ ಸಂಖ್ಯೆಯಲ್ಲಿ ಬರುವ ಭಕ್ತಾದಿಗಳ ಜನದಟ್ಟಣೆಯನ್ನು ತಡೆಯಲು ಹಾಗೂ ನಂದಿ ಜಾತ್ರೆ ಸಮಯದಲ್ಲಿ ಯಾವುದೇ ರೀತಿಯ ಅಹಿತಕರ ಘಟನೆಗಳು ನಡೆಯದಂತೆ ಜಿಲ್ಲಾಡಳಿತ ಎಲ್ಲಾ ಪೂರ್ವ ಎಚ್ಚರಿಕೆಯನ್ನು ಕೈಗೊಂಡಿದೆ. bbox=[1274, 1301, 1549, 1411]
paragraph: 3) ಹಾರ್ದಿಕ್ ಪಾಂಡ್ಯ ವರ್ಸಸ್ ಉಸ್ಮಾನ್ ತಾರಿಖ್ bbox=[46, 1457, 222, 1490]
paragraph: ಇಶಾನ್ ಕಿಶನ್, ರನ್ ಗಳನ್ನು ಒಟ್ಟು ಮತ್ತು ಶಾಹೀನ್ ಶಾ ಅಫ್ರಿದಿ ಮೇಲೆ ದಾಳಿ ಮಾಡಲು ನೋಡುತ್ತಾರೆ. ವಿಶೇಷವಾಗಿ ಎಡಗೈ ವೇಗಿ ವಿರುದ್ಧ ಎಡಗೈ ಬ್ಯಾಟರ್ ಹೇಗೆ ಆಡುತ್ತಾರೆ ಎಂಬುದು ಮುಖ್ಯ. ಕಿಶನ್ ಶಾರ್ಟ್ ಬಾಲ್ ಅನ್ನು ಎದುರಿಸುವ ರೀತಿ ಮತ್ತು ಬ್ಯಾಟ್ ಹೇಗೆ ಪ್ರತಿಕ್ರಿಯಿಸುತ್ತಾರೆ ಎಂಬುದನ್ನು ನೋಡುವುದು ಮುಖ್ಯವಾಗಿದೆ. bbox=[229, 838, 405, 980]
paragraph: ಮತ್ತು ಕೊಲಂಬೊದ ಸ್ಲೋ ಸ್ಪಿನ್ ಪಿಚ್ ಗಳಲ್ಲಿ, ಪಾಕಿಸ್ತಾನದ ಎಲ್ಲಾ ಸ್ಪಿನ್ನರ್‌ಗಳನ್ನು ಎದುರಿಸಲು ಭಾರತ ಸಿದ್ಧವಾಗಿದೆ. bbox=[413, 728, 630, 779]
paragraph: ಸಾಕೇತ್ ಕಣ್ಮರೆಯಾದ ನಂತರ, ಲೇಕ್ ಅಂಜಾ, ಟಿಲ್ಡನ್ ಪಾರ್ಕ್ ಮತ್ತು ಸುತ್ತಮುತ್ತಲಿನ ಪ್ರದೇಶಗಳಲ್ಲಿ ವ್ಯಾಪಕ ಶೋಧ ಕಾರ್ಯಾಚರಣೆ ನಡೆಸಲಾಗಿತ್ತು. ಅವರ ಸ್ನೇಹಿತರು ಮತ್ತು ಕುಟುಂಬ ಸದಸ್ಯರು ಸಾಮಾಜಿಕ ಜಾಲತಾಣಗಳಲ್ಲಿ ಮಾಹಿತಿ ಹಂಚಿಕೊಂಡು ಸಹಾಯ ಕೋರಿದ್ದರು. bbox=[806, 2043, 1042, 2135]
paragraph: "ರಷ್ಯಾದ ತೈಲದ ಮೇಲೆ ಅಮೆರಿಕ ಹೆಚ್ಚುವರಿ ನಿರ್ಬಂಧ ವಿಧಿಸಿದೆ. ಭಾರತದೊಂದಿಗಿನ ಸಂಭಾಷಣೆಯಲ್ಲಿ, ಹೆಚ್ಚುವರಿ ರಷ್ಯಾದ ತೈಲ ಖರೀದಿಸುವುದನ್ನು ನಿಲ್ಲಿಸುವ ಬದ್ಧತೆಯನ್ನು ಪಡೆದುಕೊಂಡಿದ್ದೇವೆ. ಯುರೋಪ್ ಮುಂದುವರಿಯುವ ಹೆಜ್ಜೆಗಳನ್ನು ಇಟ್ಟಿದೆ" ಎಂದು ಹೇಳಿದ್ದಾರೆ. bbox=[646, 356, 973, 428]
linga-photo bbox=[46, 2043, 592, 2334]
paragraph: ಹೆಚ್ಚಾಗುತ್ತಿದ್ದು, ಲ್ಯಾಂಡ್ ಲಾರ್ಡ್ ಸಿನಿಮಾವು ಮೂರನೇ ವಾರದತ್ತ ಮುನ್ನುಗ್ಗುತ್ತಿದೆ. ಇಂದು ಕೂಡ ಅನ್ನಪೂರ್ಣೇಶ್ವರಿ ಚಿತ್ರ ಮಂದಿರದಲ್ಲಿ ಲ್ಯಾಂಡ್ ಲಾರ್ಡ್ ಚಿತ್ರಕ್ಕೆ ಹೌಸ್ ಫುಲ್ ಆಗಿದ್ದ ದೃಶ್ಯಗಳು ಕಂಡು ಬಂತು. bbox=[1274, 426, 1549, 499]
paragraph: 2) ಬಾಬರ್ ಅಜಂ ವರ್ಸಸ್ ಕುಲದೀಪ್ ಯಾದವ್ bbox=[46, 1166, 222, 1198]
paragraph: ಸಂಸತ್‌ನಲ್ಲಿ ಪ್ರಸ್ತಾಪ: bbox=[1318, 1873, 1406, 1888]
article-rule bbox=[46, 373, 630, 374]
paragraph: ಭಾರತ-ಅಮೆರಿಕ ವ್ಯಾಪಾರ ತಿಳುವಳಿಕೆಯು ಭಾರತದ ದೀರ್ಘಕಾಲೀನ ಕಾರ್ಯತಂತ್ರದ ಸ್ವಾಯತ್ತತೆ ನೀತಿಯನ್ನು ದುರ್ಬಲಗೊಳಿಸುತ್ತದೆ ಎನ್ನುವ ವಾದ ತಳ್ಳಿಹಾಕಿದ ಅವರು ರಷ್ಯಾದ ಇಂಧನ ವಲಯದ ಮೇಲಿನ ಇತ್ತೀಚಿನ ಅಮೆರಿಕ ನಿರ್ಬಂಧಗಳ ನಂತರ ಹೆಚ್ಚುವರಿ ರಷ್ಯಾದ ತೈಲವನ್ನು ಖರೀದಿಸುವುದನ್ನು ತಡೆಯಲು ಅಮೆರಿಕ ಭಾರತದಿಂದ ಬದ್ಧತೆ ಹೊಂದಿದೆ ಎಂದು ವಿದೇಶಾಂಗ ಕಾರ್ಯದರ್ಶಿ ಮಾರ್ಕೊ ರುಬಿಯೊ ತಿಳಿಸಿದ್ದಾರೆ. bbox=[646, 242, 973, 352]
header-paper-name: Sanjevani, Bangalore bbox=[158, 17, 303, 33]
header-date-kn: ಭಾನುವಾರ ೧೮ ಫೆಬ್ರವರಿ ೨೦೨೬ bbox=[85, 36, 226, 52]
paragraph: ಚಿಕ್ಕಬಳ್ಳಾಪುರ, ಫೆ.14. ತಾಲ್ಲೂಕಿನ ಪುರಾಣ ಹಾಗೂ ಐತಿಹಾಸಿಕ ಪ್ರಸಿದ್ಧ ನಂದಿ ಗ್ರಾಮದ ದಕ್ಷಿಣ ಕಾಶಿ ಎಂದೇ ಪ್ರಸಿದ್ಧಿ ಹೊಂದಿರುವ ಶ್ರೀ ಭೋಗ ನಂದೀಶ್ವರ ಸ್ವಾಮಿ ದೇವಾಲಯದಲ್ಲಿ ನಾಳೆಯಿಂದ ಮಹಾ ಶಿವರಾತ್ರಿ ಜಾತ್ರಾ ಮಹೋತ್ಸವ ಹಾಗೂ ಮುಂದಿನ ಶ್ರೀ ಭಗನಂದೀಶ್ವರ ಸ್ವಾಮಿ ದೇವರ ಜೋಡಿ ಬ್ರಹ್ಮ ರಥೋತ್ಸವ ಆಚರಣೆಗೆ ಕ್ಷಣಗಣನೆ ಆರಂಭವಾಗಿದ್ದು, ಸಕಲ ಸಿದ್ಧತೆಗಳು ಸಮರೋಪಾದಿಯಲ್ಲಿ ನಡೆಯುತ್ತಿರುವುದು ಕಂಡು ಬಂದಿದೆ. bbox=[988, 801, 1262, 930]
article-rule bbox=[645, 803, 973, 804]
indopak-col3 bbox=[413, 727, 630, 1903]
paragraph: ಭಾರತೀಯ ವಿದ್ಯಾರ್ಥಿ ಸಾವಿನ ಬಗ್ಗೆ ತನಿಖೆ ನಡೆಸಲಾಗುತ್ತಿದೆ. ಅವರ ಕುಟುಂಬಕ್ಕೆ ಎಲ್ಲಾ ಅಗತ್ಯ ನೆರವು ಒದಗಿಸಲಾಗುವುದು ಎಂದು ಭಾರತೀಯ ದೂತಾವಾಸ ಹೇಳಿದೆ. bbox=[806, 1835, 1042, 1907]
shivaratri-headline: ಮಹಾ ಶಿವರಾತ್ರಿ, ವಿಶೇಷ ಸ್ಪರ್ಶ ದರ್ಶನ bbox=[173, 1921, 669, 1967]
paragraph: ಸಾಕೇತ್ ಅವರ ಮೃತದೇಹವನ್ನು ಪೊಲೀಸರು ವಶಕ್ಕೆ ಪಡೆದುಕೊಂಡಿದ್ದು, ಮರಣೋತ್ತರ ಪರೀಕ್ಷೆಗೆ ಕಳುಹಿಸಲಾಗಿದೆ. ಸಾವಿನ ಕಾರಣ ಇನ್ನೂ ತಿಳಿದುಬಂದಿಲ್ಲ. bbox=[806, 2138, 1042, 2191]
paragraph: ನಮ್ಮ ಎರಡೂ ಜನರ ಶಾಂತಿ, ಪ್ರಗತಿ ಮತ್ತು ಸಮೃದ್ಧಿಗೆ ಭಾರತದ ನಿರಂತರ ಬದ್ಧತೆಯನ್ನು ನಾನು ಪುನರುಚ್ಚರಿಸಿದ್ದೇನೆ" ಎಂದು ಅವರು ಹೇಳಿದ್ದರೆ. bbox=[338, 150, 630, 184]
header-rule bbox=[38, 58, 1551, 60]
procession-photo bbox=[988, 68, 1549, 364]
paragraph: ಮುಖಾಮುಖಿಗೆ ಸಂದಿಂದಿನ ಭೂಮಿಯ ದಕ್ಷಿಣ ಏಷ್ಯಾ ವಿರೋಧಿಗಳು, ಭಾರತ ಮತ್ತು ಪಾಕಿಸ್ತಾನದ ನಡುವೆ ಸಂಜೆ 7 ಗಂಟೆಗೆ ಆರ್. ಪ್ರೇಮದಾಸ ಕ್ರೀಡಾಂಗಣದಲ್ಲಿ ಆರಂಭವಾಗಲಿದೆ. bbox=[46, 728, 222, 816]
header-ad-contact: ಬೆಂಗಳೂರು | ಜಾಹೀರಾತಿಗಾಗಿ ಸಂಪರ್ಕಿಸಿ - 94498 71825 bbox=[1262, 9, 1545, 25]
indopak-headline: ಇಂದು ಭಾರತ-ಪಾಕ್ ಹೈವೋಲ್ಟೇಜ್ ಪಂದ್ಯ bbox=[131, 681, 544, 716]
paragraph: ಇದು ಅಪಘಾತವೋ, ಮಾನಸಿಕ ಒತ್ತಡದ ಪ್ರಕರಣವೋ ಅಥವಾ ಬೇರೆ ಕಾರಣವೇ ಎಂಬುದು ತನಿಖೆ ಪೂರ್ಣಗೊಳ್ಳುವವರೆಗೆ ಸ್ಪಷ್ಟವಾಗುವುದಿಲ್ಲ. ಈ ಘಟನೆಯು ವಿದೇಶದಲ್ಲಿ ಕಲಿಯುತ್ತಿರುವ ಭಾರತೀಯ ವಿದ್ಯಾರ್ಥಿಗಳಿಗೆ ಎಚ್ಚರಿಕೆಯ ಗಂಟೆಯಾಗಿದೆ. bbox=[1303, 1987, 1549, 2078]
accident-body: ವಾಹನ, ಬೈಕ್ ಹಾಗೂ ಎಕ್ಸ್‌ಯುವಿ ಕಾರಿನ ನಡುವೆ ಸರಣಿ ಡಿಕ್ಕಿ ಸಂಭವಿಸಿದ ಪರಿಣಾಮ ಸ್ಥಳದಲ್ಲೇ ಕಾರಿನಲ್ಲಿದ್ದ ಆರು ಮಂದಿ ಮತ್ತು ಬೈಕ್ ಸವಾರ ಸ್ಥಾನ ಬಿಟ್ಟಿದ್ದರು. ಈ ಘಟನೆ ಮಾಸುವ ಮುನ್ನವೇ ಮತ್ತೊಂದು ಅಪಘಾತ ಸಂಭವಿಸಿದೆ. bbox=[646, 854, 973, 908]
paragraph: ಸುರಕ್ಷತೆ ಬಗ್ಗೆ ಆತಂಕ: bbox=[1070, 1835, 1161, 1850]
california-headline-line2: ತುಮಕೂರು ಸಾಕೇತ್ ಶವವಾಗಿ ಪತ್ತೆ bbox=[928, 1691, 1427, 1742]
article-rule bbox=[806, 1624, 1549, 1625]
paragraph: ಪ್ರಧಾನಿ ನರೇಂದ್ರ ಮೋದಿ ಅವರು ಅಮೆರಿಕಾ ಅಧ್ಯಕ್ಷ ಡೊನಾಲ್ಡ್ ಟ್ರಂಪ್ ನಡುವಿನ ಇತ್ತೀಚಿನ ಫೋನ್ ಸಂಭಾಷಣೆಯ ನಂತರ, ಎರಡೂ ಕಡೆಯವರು ಭಾರತೀಯ ಸರಕುಗಳ ಮೇಲಿನ ಅಮೆರಿಕಾ ಸುಂಕವನ್ನು ಶೇಕಡಾ 50 ರಿಂದ ಶೇಕಡಾ 18ಕ್ಕೆ ಇಳಿಸುವುದಾಗಿ ಘೋಷಿಸಿದ್ದಾರೆ. bbox=[646, 584, 973, 656]
bangla-headline: ಬಾಂಗ್ಲಾ ಪ್ರಧಾನಿ ಪ್ರಮಾಣ ವಚನ bbox=[141, 94, 534, 138]
fuel-headline: ಇಂಧನ ಖರೀದಿ ಪ್ರಕ್ರಿಯೆ bbox=[683, 96, 934, 135]
paragraph: ಬಗ್ಗೆ ಸಾಮಾಜಿಕ ಮಾಧ್ಯಮ ಮತ್ತು ಮಾಧ್ಯಮಗಳಲ್ಲಿ ಅನೇಕ ಹೇಳಿಕೆಗಳು ಬರುತ್ತಿವೆ, ಆದರೆ ಇಬ್ಬರು ಸದ್ಯ ಮೌನಕ್ಕೆ ಶರಣಾಗಿದ್ದಾರೆ. ಅಧಿಕೃತ ಘೋಷಣೆ ಮಾಡಿಲ್ಲ. ಕಳೆದ ವರ್ಷ ಅಕ್ಟೋಬರ್‌ನಲ್ಲಿ ಇಬ್ಬರೂ ಕುಟುಂಬ ಮತ್ತು ಆಪ್ತ ಸ್ನೇಹಿತರ ಸಮ್ಮುಖದಲ್ಲಿ ನಿಶ್ಚಿತಾರ್ಥ ಮಾಡಿಕೊಂಡಿದ್ದರು. bbox=[813, 1345, 973, 1493]
paragraph: ಹವಾಮಾನ ನಿರ್ಣಾಯಕ ಪಾತ್ರ bbox=[244, 1184, 358, 1198]
nandi-headline-line1: ಶ್ರೀ ಭೋಗ ನಂದೀಶ್ವರ ಸ್ವಾಮಿ ಜೋಡಿ bbox=[1078, 700, 1459, 737]
couple-photo-art bbox=[645, 1109, 973, 1337]
netflix-col1 bbox=[646, 1343, 807, 1836]
paragraph: ಸ್ಪರ್ಧೆಯನ್ನು ರೂಪಿಸುವ ಐದು ಸಂಗತಿಗಳ ವಿವರ ಇಲ್ಲಿದೆ bbox=[46, 820, 222, 852]
shivaratri-col1: ಶಿಡ್ಲಘಟ್ಟ, ಫೆ.15-ನಗರದ ವಾಸವಿ ರಸ್ತೆಯ ಶ್ರೀ ವಾಸವಿ ವಿದ್ಯಾಸಂಸ್ಥೆಯ ಶಿವಲಿಂಗಾ ಅವರಣದಲ್ಲಿ bbox=[46, 1979, 218, 2032]
paragraph: ಈ ಸುದ್ದಿಯ ಪ್ರಕಾರ ವಿಜಯ್ ಮತ್ತು ರಶ್ಮಿಕಾ ಶೀಘ್ರದಲ್ಲೇ ಮದುವೆಯಾಗಲಿದ್ದಾರೆ. ಈ ಕಾರಣದಿಂದಾಗಿ, ಅನೇಕ ಒಟಿಟಿ ವೇದಿಕೆಗಳು ಮದುವೆಯ ವೀಡಿಯೊವನ್ನು ಖರೀದಿಸಲು ಮುಂದಾಗಿದ್ದವು. bbox=[646, 1534, 807, 1644]
paragraph: ಅವರು ಒಂದು ಪಂದ್ಯದಲ್ಲಿ 166.66 ಸ್ಟ್ರೈಕ್ ರೇಟ್ ನಲ್ಲಿ 120 ರನ್ ಗಳಿಸಿದ್ದಾರೆ. bbox=[413, 983, 630, 1016]
trump-headline: ಟ್ರಂಪ್ ವಿರುದ್ಧ ಬಾರಕ್ ಕಿಡಿ bbox=[150, 380, 525, 429]
california-headline-line1: ಕ್ಯಾಲಿಫೋರ್ನಿಯಾದಲ್ಲಿನಾಪತ್ತೆಯಾಗಿದ್ದ bbox=[917, 1633, 1438, 1685]
paragraph: ಲಿಬರಲ್ ಪಾಡ್‌ಕ್ಯಾಸ್ಟರ್ ಬ್ರಿಯಾನ್ ಟೈಲರ್ ಕೊಹೆನ್ ಅವರೊಂದಿಗೆ ಮಾತನಾಡಿದ ಒಬಾಮಾ, ಮೊದಲ ಕಪ್ಪು ಅಮೆರಿಕಾ ಅಧ್ಯಕ್ಷರನ್ನು ರಾಜಕೀಯ ಚರ್ಚೆ ಮಾಡಿದ್ದು ಸರಿಯಲ್ಲ ಎಂದು ಹೇಳಿದ್ದಾರೆ. bbox=[46, 516, 328, 588]
nandi-col1 bbox=[988, 800, 1262, 1748]
paragraph: ಸಾಕೇತ್ ಕುಟುಂಬಸ್ಥರು ಕರ್ನಾಟಕ ಮುಖ್ಯಮಂತ್ರಿ ಹಾಗೂ ವಿದೇಶಾಂಗ ಸಚಿವಾಲಯಕ್ಕೆ ಪತ್ರ ಬರೆದು ಸಹಾಯ ಕೋರಿದ್ದರು. bbox=[1054, 1949, 1291, 2002]
paragraph: ಬರ್ಕ್ಲಿಯ ಕ್ಯಾಲಿಫೋರ್ನಿಯಾ ವಿಶ್ವವಿದ್ಯಾಲಯದಲ್ಲಿ ರಾಸಾಯನಿಕ ಮತ್ತು ಜೈವಿಕ ಅಣು ಎಂಜಿನಿಯರಿಂಗ್ ನಲ್ಲಿ ಸ್ನಾತಕೋತ್ತರ ಪದವಿ ಪಡೆಯುತ್ತಿದ್ದ ಸಾಕೇತ್ ಶ್ರೀನಿವಾಸಯ್ಯ (22) ಅವರು ಫೆಬ್ರವರಿ 9 ರಂದು ಕ್ಯಾಂಪಸ್ ನಿಂದ ಸುಮಾರು ಒಂದು ಕಿಲೋಮೀಟರ್ ದೂರದಲ್ಲಿ ಕೊನೆಯ ಬಾರಿಗೆ ಕಾಣಿಸಿಕೊಂಡಿದ್ದರು. ಅವರ ಮೃತದೇಹ ಸರೋವರದಲ್ಲಿ ಪತ್ತೆಯಾಗಿದೆ. bbox=[806, 1911, 1042, 2040]
column-rule bbox=[980, 68, 981, 1009]
paragraph: 4) ಇಶಾನ್ ಕಿಶನ್ ವರ್ಸಸ್ ಶಾಹೀನ್ ಶಾ ಅಫ್ರಿದಿ bbox=[229, 801, 405, 834]
paragraph: ಶಿವಂ ದುಬೆ ರಿಸ್ಟ್ ಸ್ಪಿನ್ ನೆರೆಯ ಸ್ಪಿನ್ನರ್ ವಿರುದ್ಧ ಬಲವಾದ ಸಂಖ್ಯೆಗಳನ್ನು ಹೊಂದಿದ್ದಾರೆ. 2025ರ ಟಿ20 ಪಂದ್ಯಗಳಲ್ಲಿ ಸ್ಪಿನ್ನರ್ ಗಳ ವಿರುದ್ಧ 193ಕ್ಕೂ ಹೆಚ್ಚು ಸ್ಟ್ರೈಕ್ ರೇಟ್ ಗಳಿಸಿದ್ದಾರೆ. ಪಾಕಿಸ್ತಾನ ಸ್ಪಿನ್ನರ್ ಗಳ ವಿರುದ್ಧ ಅವರ ಆಟ ಪ್ರಮುಖವಾಗಲಿದೆ. ದುಬೆ ಪವರ್ ಹಿಟ್ಟಿಂಗ್ ಮತ್ತು ಮಧ್ಯಮ ಓವರ್ ಗಳಲ್ಲಿ ಸ್ಪಿನ್ ವಿರುದ್ಧ ಆಕ್ರಮಣಕಾರಿ ಆಟ ಭಾರತಕ್ಕೆ ನೆರವಾಗಲಿದೆ. bbox=[229, 1020, 405, 1180]
paragraph: ಸ್ವಾಮಿ ದೇವರಿಗೆ ವಿಶೇಷ ರುದ್ರಾಭಿಷೇಕ ನಡೆಯುತ್ತಿದ್ದು ಸಾವಿರಾರು ಭಕ್ತರು ಈ ರುದ್ರಾಭಿಷೇಕ ಕಾರ್ಯಕ್ರಮವನ್ನು ಕಣ್ತುಂಬಿಕೊಳ್ಳುತ್ತಿದ್ದಾರೆ. ಅದೇ ರೀತಿ ಇಡೀ ದಿನ ಭಕ್ತರಿಗೆ ದೇವರ ದರ್ಶನವನ್ನು ಮಾಡಿಕೊಳ್ಳಲು ಎಲ್ಲಾ ವ್ಯವಸ್ಥೆಯನ್ನು ಕಲ್ಪಿಸಲಾಗಿದೆ. ವಿಶೇಷ ದರ್ಶನಕ್ಕೆ ಆಗಮಿಸುವ ಭಕ್ತರಿಗೆ ಒಬ್ಬರಿಗೆ 300 ರೂ. ಟಿಕೆಟ್ ವಿಧಿಸಲಾಗಿದೆ. bbox=[1274, 1149, 1549, 1240]
netflix-col2 bbox=[813, 1343, 973, 1616]
paragraph: ಉಸ್ಮಾನ್ ತಾರಿಖ್ ವಿರುದ್ಧ ಹಾರ್ದಿಕ್ ಪಾಂಡ್ಯ ಮುಖಾಮುಖಿಯಾಗಿಲ್ಲ. ಮಧ್ಯಮ ಓವರ್ ಗಳಲ್ಲಿ ತಾರಿಖ್ ಬೌಲಿಂಗ್ ಮಾಡಿದರೆ, 70 ರಿಂದ 16 ರನ್ ಗಳಿಸಲಿದೆ. bbox=[46, 1493, 222, 1562]
paragraph: ಜರ್ಮನ್ ವಿದೇಶಾಂಗ ಸಚಿವ ಜೋಹಾನ್ ವಾಡೆಫುಲ್ ಅವರೊಂದಿಗೆ ವೇದಿಕೆಯಲ್ಲಿ ಮಾತನಾಡಿದ ಜೈಶಂಕರ್ ಭಾರತದ ವಿದೇಶಾಂಗ ನೀತಿ ದಿಕ್ಕುಗಳ ಸುಲಭವಾಗಿ ಬದಲಾಗುವುದಿಲ್ಲ ಎಂದು ಸ್ಪಷ್ಟಪಡಿಸಿದ್ದಾರೆ. bbox=[646, 432, 973, 485]
